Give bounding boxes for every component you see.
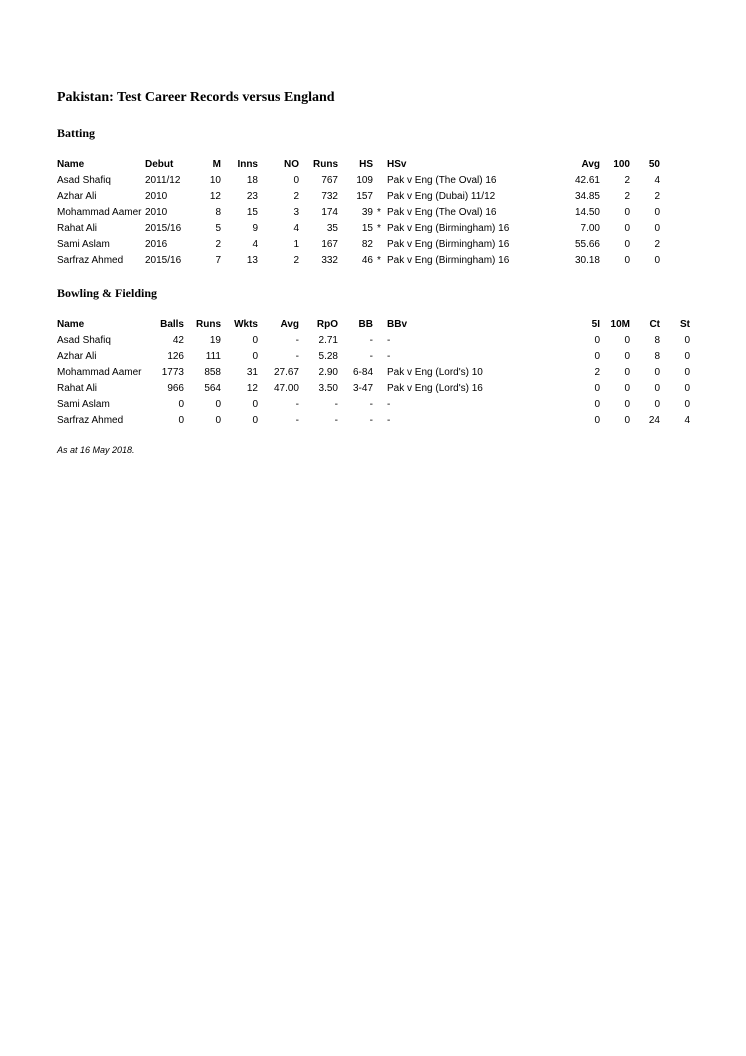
cell-no: 0 [293, 175, 299, 186]
cell-runs: 111 [205, 351, 221, 362]
cell-st: 0 [684, 367, 690, 378]
page-title: Pakistan: Test Career Records versus England [57, 90, 335, 105]
cell-runs: 732 [321, 191, 338, 202]
cell-five: 0 [594, 415, 600, 426]
cell-avg: - [295, 399, 299, 410]
cell-runs: 332 [321, 255, 338, 266]
table-row [0, 221, 746, 237]
cell-debut: 2016 [145, 239, 168, 250]
column-header-wkts: Wkts [234, 319, 258, 330]
cell-ct: 0 [654, 399, 660, 410]
table-row [0, 237, 746, 253]
cell-avg: - [295, 351, 299, 362]
cell-balls: 0 [178, 399, 184, 410]
cell-runs: 858 [204, 367, 221, 378]
column-header-debut: Debut [145, 159, 174, 170]
cell-name: Mohammad Aamer [57, 367, 142, 378]
table-row [0, 253, 746, 269]
cell-hsv: Pak v Eng (Dubai) 11/12 [387, 191, 496, 202]
column-header-runs: Runs [313, 159, 338, 170]
cell-ten: 0 [624, 415, 630, 426]
cell-ten: 0 [624, 399, 630, 410]
cell-name: Asad Shafiq [57, 175, 111, 186]
cell-bbv: - [387, 399, 391, 410]
cell-ten: 0 [624, 335, 630, 346]
bowling-header-row [0, 317, 746, 333]
table-row [0, 333, 746, 349]
cell-hundreds: 2 [624, 191, 630, 202]
column-header-ten: 10M [610, 319, 630, 330]
cell-ct: 8 [654, 335, 660, 346]
cell-m: 7 [215, 255, 221, 266]
cell-avg: 34.85 [574, 191, 600, 202]
column-header-avg: Avg [280, 319, 299, 330]
table-row [0, 349, 746, 365]
cell-m: 10 [209, 175, 221, 186]
cell-avg: 14.50 [574, 207, 600, 218]
cell-wkts: 12 [246, 383, 258, 394]
cell-m: 12 [209, 191, 221, 202]
cell-bb: 3-47 [352, 383, 373, 394]
cell-ten: 0 [624, 367, 630, 378]
cell-rpo: 2.90 [318, 367, 338, 378]
cell-avg: 55.66 [574, 239, 600, 250]
cell-st: 0 [684, 335, 690, 346]
cell-name: Rahat Ali [57, 383, 98, 394]
column-header-bbv: BBv [387, 319, 408, 330]
cell-name: Azhar Ali [57, 191, 97, 202]
cell-inns: 13 [246, 255, 258, 266]
cell-hs: 39 [361, 207, 373, 218]
cell-name: Azhar Ali [57, 351, 97, 362]
cell-fifties: 0 [654, 207, 660, 218]
cell-hsv: Pak v Eng (Birmingham) 16 [387, 255, 510, 266]
cell-debut: 2011/12 [145, 175, 181, 186]
table-row [0, 205, 746, 221]
cell-avg: - [295, 415, 299, 426]
cell-runs: 167 [321, 239, 338, 250]
cell-no: 3 [293, 207, 299, 218]
cell-fifties: 0 [654, 255, 660, 266]
not-out-marker: * [377, 207, 381, 218]
cell-bbv: Pak v Eng (Lord's) 10 [387, 367, 483, 378]
cell-inns: 23 [246, 191, 258, 202]
cell-st: 0 [684, 383, 690, 394]
cell-hundreds: 0 [624, 239, 630, 250]
cell-hsv: Pak v Eng (The Oval) 16 [387, 207, 497, 218]
cell-runs: 564 [204, 383, 221, 394]
cell-bb: - [369, 335, 373, 346]
cell-debut: 2015/16 [145, 255, 182, 266]
cell-balls: 42 [172, 335, 184, 346]
cell-ten: 0 [624, 351, 630, 362]
cell-inns: 18 [246, 175, 258, 186]
cell-hs: 157 [356, 191, 373, 202]
cell-m: 5 [215, 223, 221, 234]
cell-hsv: Pak v Eng (Birmingham) 16 [387, 239, 510, 250]
cell-hundreds: 2 [624, 175, 630, 186]
cell-name: Mohammad Aamer [57, 207, 142, 218]
cell-rpo: - [334, 415, 338, 426]
column-header-bb: BB [358, 319, 373, 330]
cell-runs: 0 [215, 415, 221, 426]
cell-avg: - [295, 335, 299, 346]
cell-st: 0 [684, 351, 690, 362]
cell-bbv: - [387, 335, 391, 346]
cell-st: 0 [684, 399, 690, 410]
not-out-marker: * [377, 255, 381, 266]
cell-balls: 0 [178, 415, 184, 426]
cell-name: Sami Aslam [57, 399, 110, 410]
cell-wkts: 0 [252, 415, 258, 426]
cell-bb: - [369, 415, 373, 426]
column-header-fifties: 50 [648, 159, 660, 170]
cell-bb: 6-84 [352, 367, 373, 378]
cell-runs: 35 [326, 223, 338, 234]
column-header-five: 5I [591, 319, 600, 330]
column-header-runs: Runs [196, 319, 221, 330]
cell-bbv: - [387, 351, 391, 362]
cell-bbv: Pak v Eng (Lord's) 16 [387, 383, 483, 394]
cell-no: 2 [293, 191, 299, 202]
cell-inns: 15 [246, 207, 258, 218]
cell-m: 2 [215, 239, 221, 250]
cell-hs: 109 [356, 175, 373, 186]
cell-debut: 2010 [145, 191, 168, 202]
cell-runs: 174 [321, 207, 338, 218]
cell-ct: 0 [654, 367, 660, 378]
cell-debut: 2015/16 [145, 223, 182, 234]
cell-ct: 0 [654, 383, 660, 394]
cell-balls: 1773 [161, 367, 184, 378]
cell-hundreds: 0 [624, 207, 630, 218]
cell-wkts: 31 [246, 367, 258, 378]
cell-rpo: - [334, 399, 338, 410]
column-header-inns: Inns [237, 159, 258, 170]
cell-avg: 7.00 [580, 223, 600, 234]
table-row [0, 365, 746, 381]
cell-hundreds: 0 [624, 223, 630, 234]
batting-heading: Batting [57, 126, 96, 140]
cell-five: 0 [594, 335, 600, 346]
column-header-hs: HS [359, 159, 373, 170]
cell-no: 2 [293, 255, 299, 266]
cell-runs: 0 [215, 399, 221, 410]
cell-no: 4 [293, 223, 299, 234]
cell-bb: - [369, 351, 373, 362]
column-header-hundreds: 100 [613, 159, 630, 170]
table-row [0, 189, 746, 205]
cell-fifties: 0 [654, 223, 660, 234]
cell-m: 8 [215, 207, 221, 218]
cell-name: Sarfraz Ahmed [57, 255, 124, 266]
cell-ct: 24 [648, 415, 660, 426]
not-out-marker: * [377, 223, 381, 234]
cell-wkts: 0 [252, 351, 258, 362]
cell-rpo: 2.71 [318, 335, 338, 346]
cell-hundreds: 0 [624, 255, 630, 266]
cell-hs: 46 [361, 255, 373, 266]
cell-rpo: 5.28 [318, 351, 338, 362]
cell-avg: 42.61 [574, 175, 600, 186]
cell-hsv: Pak v Eng (Birmingham) 16 [387, 223, 510, 234]
column-header-hsv: HSv [387, 159, 407, 170]
cell-debut: 2010 [145, 207, 168, 218]
cell-avg: 30.18 [574, 255, 600, 266]
cell-five: 2 [594, 367, 600, 378]
cell-fifties: 4 [654, 175, 660, 186]
column-header-avg: Avg [581, 159, 600, 170]
cell-five: 0 [594, 399, 600, 410]
column-header-rpo: RpO [316, 319, 338, 330]
cell-five: 0 [594, 351, 600, 362]
cell-name: Asad Shafiq [57, 335, 111, 346]
column-header-m: M [212, 159, 221, 170]
cell-rpo: 3.50 [318, 383, 338, 394]
cell-balls: 126 [167, 351, 184, 362]
cell-no: 1 [293, 239, 299, 250]
cell-balls: 966 [167, 383, 184, 394]
cell-five: 0 [594, 383, 600, 394]
cell-avg: 47.00 [273, 383, 299, 394]
batting-header-row [0, 157, 746, 173]
cell-hsv: Pak v Eng (The Oval) 16 [387, 175, 497, 186]
cell-wkts: 0 [252, 335, 258, 346]
table-row [0, 381, 746, 397]
cell-st: 4 [684, 415, 690, 426]
table-row [0, 173, 746, 189]
cell-runs: 19 [209, 335, 221, 346]
cell-runs: 767 [321, 175, 338, 186]
cell-bbv: - [387, 415, 391, 426]
cell-ten: 0 [624, 383, 630, 394]
cell-avg: 27.67 [273, 367, 299, 378]
cell-inns: 4 [252, 239, 258, 250]
cell-name: Sarfraz Ahmed [57, 415, 124, 426]
cell-name: Sami Aslam [57, 239, 110, 250]
cell-ct: 8 [654, 351, 660, 362]
column-header-ct: Ct [649, 319, 660, 330]
column-header-no: NO [284, 159, 299, 170]
bowling-heading: Bowling & Fielding [57, 286, 158, 300]
as-at-note: As at 16 May 2018. [57, 445, 135, 455]
cell-hs: 82 [361, 239, 373, 250]
cell-inns: 9 [252, 223, 258, 234]
cell-fifties: 2 [654, 239, 660, 250]
column-header-balls: Balls [160, 319, 184, 330]
table-row [0, 397, 746, 413]
cell-hs: 15 [361, 223, 373, 234]
cell-fifties: 2 [654, 191, 660, 202]
column-header-name: Name [57, 159, 85, 170]
table-row [0, 413, 746, 429]
cell-name: Rahat Ali [57, 223, 98, 234]
column-header-st: St [680, 319, 690, 330]
cell-bb: - [369, 399, 373, 410]
cell-wkts: 0 [252, 399, 258, 410]
column-header-name: Name [57, 319, 85, 330]
